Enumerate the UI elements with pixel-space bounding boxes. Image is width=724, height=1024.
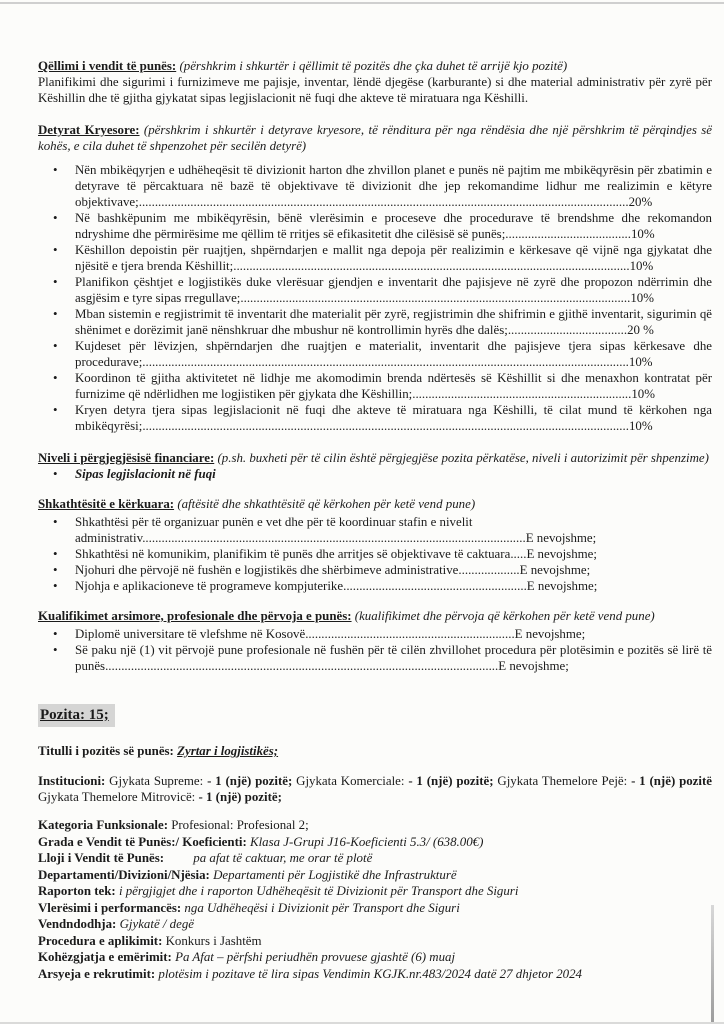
duty-item	[38, 338, 712, 370]
field-label: Arsyeja e rekrutimit:	[38, 966, 156, 981]
dot-leader: .........................................................................................................................	[240, 291, 631, 305]
field-row-5	[38, 900, 712, 917]
field-row-8	[38, 949, 712, 966]
duty-item-text: Planifikon çështjet e logjistikës duke vlerësuar gjendjen e inventarit dhe pajisjeve në zyrë dhe propozon ndërrimin dhe asgjësim e tyre sipas rregullave;	[75, 275, 712, 305]
dot-leader: ...........................................................................................................................	[233, 259, 630, 273]
field-value: nga Udhëheqësi i Divizionit për Transport dhe Siguri	[184, 900, 460, 915]
scan-artifact-top-line	[0, 2, 724, 4]
duty-item-value: 10%	[630, 291, 654, 305]
field-value: plotësim i pozitave të lira sipas Vendimin KGJK.nr.483/2024 datë 27 dhjetor 2024	[158, 966, 582, 981]
field-value: Konkurs i Jashtëm	[165, 933, 262, 948]
institucioni-segment-3: - 1 (një) pozitë;	[408, 774, 494, 788]
detyrat-heading: Detyrat Kryesore:	[38, 123, 140, 137]
bullet-icon: •	[53, 403, 58, 417]
field-row-0	[38, 817, 712, 834]
skill-item	[38, 578, 712, 594]
institucioni-segment-1: - 1 (një) pozitë;	[207, 774, 293, 788]
institucioni-segment-2: Gjykata Komerciale:	[292, 774, 409, 788]
duty-item-text: Këshillon depoistin për ruajtjen, shpërndarjen e mallit nga depoja për realizimin e kërkesave që vijnë nga gjykatat dhe njësitë e tjera brenda Këshillit;	[75, 243, 712, 273]
duty-item-value: 20 %	[627, 323, 654, 337]
field-label: Vlerësimi i performancës:	[38, 900, 182, 915]
bullet-icon: •	[53, 467, 58, 481]
duty-item	[38, 274, 712, 306]
dot-leader: .......................................	[505, 227, 631, 241]
qualification-item-text: Diplomë universitare të vlefshme në Kosovë	[75, 627, 306, 641]
skill-item-value: E nevojshme;	[526, 579, 598, 593]
bullet-icon: •	[53, 211, 58, 225]
field-label: Kategoria Funksionale:	[38, 818, 168, 832]
dot-leader: .........................................................	[343, 579, 527, 593]
bullet-icon: •	[53, 307, 58, 321]
duty-item	[38, 242, 712, 274]
field-value: Gjykatë / degë	[119, 917, 195, 931]
niveli-list	[38, 466, 712, 482]
duty-item	[38, 370, 712, 402]
duty-item	[38, 162, 712, 210]
duty-item-text: Koordinon të gjitha aktivitetet në lidhje me akomodimin brenda ndërtesës së Këshillit si dhe menaxhon kontratat për furnizime që ndërlidhen me logjistiken për gjykata dhe Këshillin;	[75, 371, 712, 401]
duty-item-text: Nën mbikëqyrjen e udhëheqësit të divizionit harton dhe zhvillon planet e punës në pajtim me mbikëqyrësin për zbatimin e detyrave të përcaktuara në bazë të objektivave të divizionit dhe jep rekomandime lidhur me realizimin e këtyre objektivave;	[75, 163, 712, 209]
dot-leader: .......................................................................................................................................................	[142, 355, 629, 369]
bullet-icon: •	[53, 275, 58, 289]
qellimi-heading-line	[38, 58, 712, 74]
institucioni-line	[38, 773, 712, 805]
skill-item-text: Shkathtësi për të organizuar punën e vet dhe për të koordinuar stafin e nivelit	[75, 515, 473, 529]
duty-item-value: 10%	[628, 355, 653, 369]
institucioni-segment-6: Gjykata Themelore Mitrovicë:	[38, 790, 199, 804]
bullet-icon: •	[53, 579, 58, 593]
skill-item	[38, 546, 712, 562]
bullet-icon: •	[53, 163, 58, 177]
niveli-heading-line	[38, 450, 712, 466]
field-row-2	[38, 850, 712, 867]
skill-item	[38, 514, 712, 546]
duty-item-value: 20%	[628, 195, 653, 209]
dot-leader: ....................................................................	[412, 387, 632, 401]
qualification-item	[38, 626, 712, 642]
bullet-icon: •	[53, 243, 58, 257]
bullet-icon: •	[53, 371, 58, 385]
field-value: pa afat të caktuar, me orar të plotë	[193, 851, 373, 865]
bullet-icon: •	[53, 563, 58, 577]
kualifikimet-heading: Kualifikimet arsimore, profesionale dhe përvoja e punës:	[38, 609, 352, 623]
titulli-value: Zyrtar i logjistikës;	[177, 744, 279, 758]
field-value: Pa Afat – përfshi periudhën provuese gjashtë (6) muaj	[175, 950, 456, 964]
institucioni-segment-0: Gjykata Supreme:	[105, 774, 208, 788]
bullet-icon: •	[53, 547, 58, 561]
duty-item-value: 10%	[629, 259, 654, 273]
duty-item-text: Kujdeset për lëvizjen, shpërndarjen dhe ruajtjen e materialit, inventarit dhe pajisjeve tjera sipas kërkesave dhe procedurave;	[75, 339, 712, 369]
qellimi-note: (përshkrim i shkurtër i qëllimit të pozitës dhe çka duhet të arrijë kjo pozitë)	[179, 59, 568, 73]
titulli-label: Titulli i pozitës së punës:	[38, 744, 174, 758]
field-value: Departamenti për Logjistikë dhe Infrastrukturë	[213, 867, 457, 882]
dot-leader: ........................................................................................................................................................	[138, 195, 629, 209]
financial-level-item-text: Sipas legjislacionit në fuqi	[75, 467, 216, 481]
skill-item-value: E nevojshme;	[526, 547, 597, 561]
skill-item-text: Shkathtësi në komunikim, planifikim të punës dhe arritjes së objektivave të caktuara	[75, 547, 511, 561]
field-row-3	[38, 867, 712, 884]
field-row-9	[38, 966, 712, 983]
skill-item-text: Njohuri dhe përvojë në fushën e logjistikës dhe shërbimeve administrative	[75, 563, 459, 577]
skill-item-value: E nevojshme;	[525, 531, 597, 545]
skill-item-text: Njohja e aplikacioneve të programeve kompjuterike	[75, 579, 344, 593]
shkathtesite-heading-line	[38, 496, 712, 512]
institucioni-segment-7: - 1 (një) pozitë;	[198, 790, 282, 804]
field-label: Lloji i Vendit të Punës:	[38, 851, 165, 865]
field-label: Raporton tek:	[38, 884, 116, 898]
field-row-6	[38, 916, 712, 933]
field-row-7	[38, 933, 712, 950]
field-label: Grada e Vendit të Punës:/ Koeficienti:	[38, 834, 247, 849]
field-label: Kohëzgjatja e emërimit:	[38, 950, 172, 964]
skills-list	[38, 514, 712, 594]
duty-item	[38, 210, 712, 242]
kualifikimet-note: (kualifikimet dhe përvoja që kërkohen për ketë vend pune)	[354, 609, 655, 623]
shkathtesite-heading: Shkathtësitë e kërkuara:	[38, 497, 175, 511]
niveli-heading: Niveli i përgjegjësisë financiare:	[38, 451, 215, 465]
bullet-icon: •	[53, 515, 58, 529]
duty-item-value: 10%	[631, 387, 655, 401]
institucioni-segment-4: Gjykata Themelore Pejë:	[493, 774, 632, 788]
pozita-heading: Pozita: 15;	[38, 704, 115, 727]
qualification-item-value: E nevojshme;	[498, 659, 569, 673]
field-label: Vendndodhja:	[38, 917, 117, 931]
qualification-item-value: E nevojshme;	[514, 627, 586, 641]
dot-leader: ...................	[458, 563, 520, 577]
detyrat-heading-line	[38, 122, 712, 154]
dot-leader: .....	[510, 547, 527, 561]
qellimi-heading: Qëllimi i vendit të punës:	[38, 59, 177, 73]
dot-leader: .......................................................................................................................................................	[142, 419, 629, 433]
qualification-item-text: Së paku një (1) vit përvojë pune profesionale në fushën për të cilën zhvillohet procedura për plotësimin e pozitës së lirë të punës	[75, 643, 712, 673]
skill-item-value: E nevojshme;	[519, 563, 591, 577]
bullet-icon: •	[53, 643, 58, 657]
field-label: Procedura e aplikimit:	[38, 933, 163, 948]
bullet-icon: •	[53, 627, 58, 641]
field-row-1	[38, 834, 712, 851]
duty-item-text: Kryen detyra tjera sipas legjislacionit në fuqi dhe akteve të miratuara nga Këshilli, të cilat mund të kërkohen nga mbikëqyrësi;	[75, 403, 712, 433]
field-value: Profesional: Profesional 2;	[171, 818, 309, 832]
duty-item-text: Në bashkëpunim me mbikëqyrësin, bënë vlerësimin e proceseve dhe procedurave të brendshme dhe rekomandon ndryshime dhe përmirësime me qëllim të rritjes së efikasitetit dhe cilësisë së punës;	[75, 211, 712, 241]
bullet-icon: •	[53, 339, 58, 353]
field-value: i përgjigjet dhe i raporton Udhëheqësit të Divizionit për Transport dhe Siguri	[118, 884, 519, 898]
field-row-4	[38, 883, 712, 900]
skill-item-text-continued: administrativ	[75, 531, 143, 545]
qellimi-body: Planifikimi dhe sigurimi i furnizimeve me pajisje, inventar, lëndë djegëse (karburante) si dhe material administrativ për zyrë për Këshillin dhe të gjitha gjykatat sipas legjislacionit në fuqi dhe akteve të miratuara nga Këshilli.	[38, 75, 712, 105]
institucioni-segment-5: - 1 (një) pozitë	[631, 774, 712, 788]
duty-item	[38, 306, 712, 338]
qualifications-list	[38, 626, 712, 674]
field-value: Klasa J-Grupi J16-Koeficienti 5.3/ (638.00€)	[249, 834, 484, 849]
skill-item	[38, 562, 712, 578]
dot-leader: .....................................	[507, 323, 628, 337]
field-label: Departamenti/Divizioni/Njësia:	[38, 867, 210, 882]
dot-leader: .......................................................................................................................	[142, 531, 526, 545]
duty-item	[38, 402, 712, 434]
duties-list	[38, 162, 712, 434]
dot-leader: .................................................................	[305, 627, 515, 641]
institucioni-label: Institucioni:	[38, 774, 106, 788]
shkathtesite-note: (aftësitë dhe shkathtësitë që kërkohen për ketë vend pune)	[177, 497, 476, 511]
duty-item-value: 10%	[630, 227, 655, 241]
scan-artifact-side-line	[711, 905, 714, 1024]
dot-leader: ..........................................................................................................................	[105, 659, 499, 673]
titulli-line	[38, 743, 712, 759]
fields-block	[38, 817, 712, 982]
duty-item-text: Mban sistemin e regjistrimit të inventarit dhe materialit për zyrë, regjistrimin dhe shifrimin e gjithë inventarit, sigurimin që shënimet e dorëzimit janë nënshkruar dhe mbushur në kontrollimin hyrës dhe dalës;	[75, 307, 712, 337]
financial-level-item	[38, 466, 712, 482]
detyrat-note: (përshkrim i shkurtër i detyrave kryesore, të rënditura për nga rëndësia dhe një përshkrim të përqindjes së kohës, e cila duhet të shpenzohet për secilën detyrë)	[38, 123, 712, 153]
qualification-item	[38, 642, 712, 674]
duty-item-value: 10%	[628, 419, 653, 433]
kualifikimet-heading-line	[38, 608, 712, 624]
niveli-note: (p.sh. buxheti për të cilin është përgjegjëse pozita përkatëse, niveli i autorizimit për shpenzime)	[217, 451, 709, 465]
